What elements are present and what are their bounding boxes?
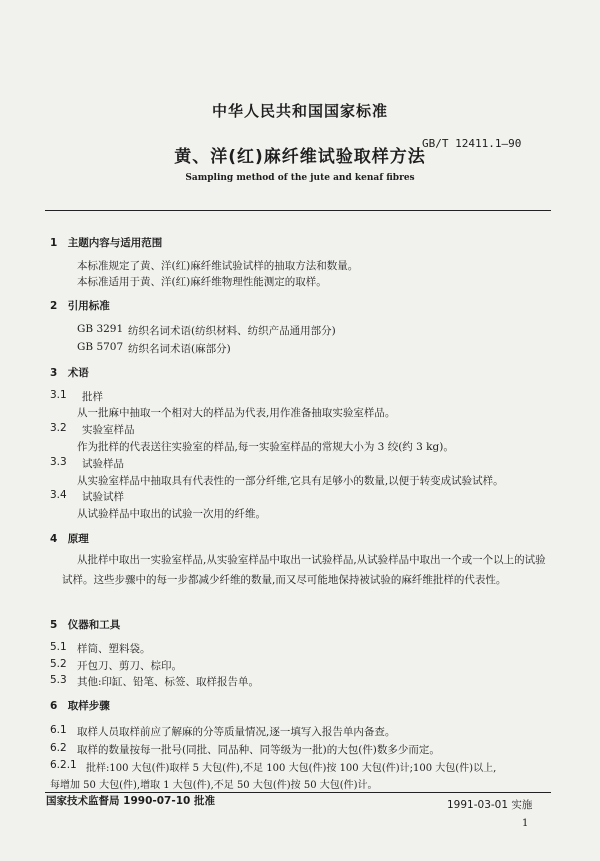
term-3-2-number: 3.2 xyxy=(50,422,67,434)
reference-2-text: 纺织名词术语(麻部分) xyxy=(128,343,231,355)
item-5-1-text: 样筒、塑料袋。 xyxy=(77,643,151,655)
term-3-3-definition: 从实验室样品中抽取具有代表性的一部分纤维,它具有足够小的数量,以便于转变成试验试样。 xyxy=(77,475,504,487)
reference-1-code: GB 3291 xyxy=(77,323,124,335)
term-3-2-name: 实验室样品 xyxy=(82,424,135,436)
section-1-heading: 1 主题内容与适用范围 xyxy=(50,237,163,249)
item-6-2-1-text-line-1: 批样:100 大包(件)取样 5 大包(件),不足 100 大包(件)按 100 大包(件)计;100 大包(件)以上, xyxy=(86,763,497,774)
term-3-1-name: 批样 xyxy=(82,391,103,403)
item-6-2-1-number: 6.2.1 xyxy=(50,759,77,771)
principle-paragraph: 从批样中取出一实验室样品,从实验室样品中取出一试验样品,从试验样品中取出一个或一个以上的试验试样。这些步骤中的每一步都减少纤维的数量,而又尽可能地保持被试验的麻纤维批样的代表性。 xyxy=(62,554,546,586)
term-3-1-definition: 从一批麻中抽取一个相对大的样品为代表,用作准备抽取实验室样品。 xyxy=(77,407,396,419)
document-title: 黄、洋(红)麻纤维试验取样方法 xyxy=(174,147,426,167)
reference-1-text: 纺织名词术语(纺织材料、纺织产品通用部分) xyxy=(128,325,336,337)
section-4-heading: 4 原理 xyxy=(50,533,89,545)
national-standard-header: 中华人民共和国国家标准 xyxy=(211,102,388,120)
term-3-4-number: 3.4 xyxy=(50,489,67,501)
item-6-2-number: 6.2 xyxy=(50,742,67,754)
item-5-2-text: 开包刀、剪刀、棕印。 xyxy=(77,660,182,672)
item-6-1-number: 6.1 xyxy=(50,724,67,736)
item-5-2-number: 5.2 xyxy=(50,658,67,670)
reference-2-code: GB 5707 xyxy=(77,341,124,353)
implementation-date: 1991-03-01 实施 xyxy=(447,799,533,811)
standard-code: GB/T 12411.1—90 xyxy=(422,137,522,150)
term-3-3-name: 试验样品 xyxy=(82,458,124,470)
term-3-4-name: 试验试样 xyxy=(82,491,124,503)
term-3-1-number: 3.1 xyxy=(50,389,67,401)
item-5-3-text: 其他:印缸、铅笔、标签、取样报告单。 xyxy=(77,676,260,688)
item-6-1-text: 取样人员取样前应了解麻的分等质量情况,逐一填写入报告单内备查。 xyxy=(77,726,396,738)
item-5-1-number: 5.1 xyxy=(50,641,67,653)
section-1-para-2: 本标准适用于黄、洋(红)麻纤维物理性能测定的取样。 xyxy=(77,276,327,288)
term-3-3-number: 3.3 xyxy=(50,456,67,468)
section-2-heading: 2 引用标准 xyxy=(50,300,110,312)
item-6-2-1-text-line-2: 每增加 50 大包(件),增取 1 大包(件),不足 50 大包(件)按 50 大包(件)计。 xyxy=(50,780,378,791)
item-5-3-number: 5.3 xyxy=(50,674,67,686)
section-5-heading: 5 仪器和工具 xyxy=(50,619,121,631)
section-1-para-1: 本标准规定了黄、洋(红)麻纤维试验试样的抽取方法和数量。 xyxy=(77,260,359,272)
section-3-heading: 3 术语 xyxy=(50,367,89,379)
approval-date: 国家技术监督局 1990-07-10 批准 xyxy=(46,795,215,807)
english-subtitle: Sampling method of the jute and kenaf fibres xyxy=(185,173,415,183)
term-3-2-definition: 作为批样的代表送往实验室的样品,每一实验室样品的常规大小为 3 绞(约 3 kg)。 xyxy=(77,441,454,453)
term-3-4-definition: 从试验样品中取出的试验一次用的纤维。 xyxy=(77,508,266,520)
page-number: 1 xyxy=(522,818,529,829)
section-6-heading: 6 取样步骤 xyxy=(50,700,110,712)
title-divider xyxy=(45,210,551,211)
item-6-2-text: 取样的数量按每一批号(同批、同品种、同等级为一批)的大包(件)数多少而定。 xyxy=(77,744,440,756)
